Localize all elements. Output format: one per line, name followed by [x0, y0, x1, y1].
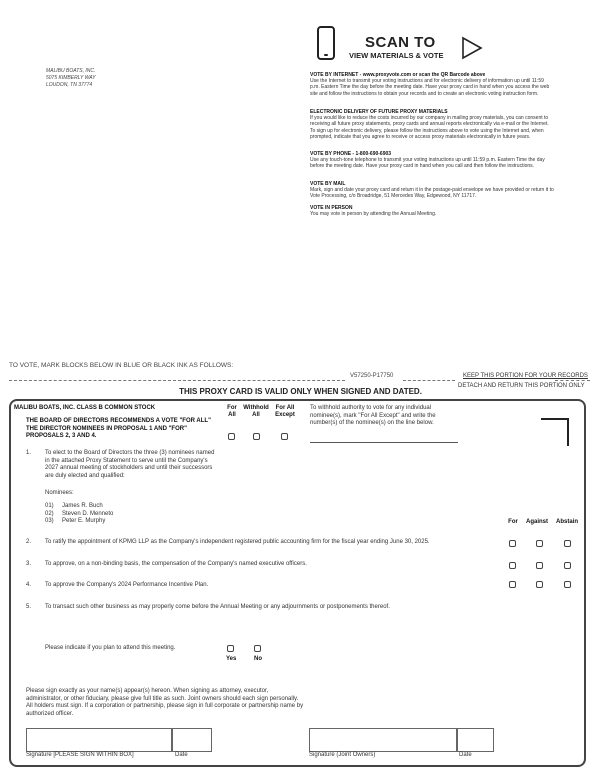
joint-signature-box[interactable]	[309, 728, 457, 752]
attend-yes-checkbox[interactable]	[227, 645, 234, 652]
proposal-number: 4.	[26, 582, 32, 588]
proposal-2-text: To ratify the appointment of KPMG LLP as the Company's independent registered public accounting firm for the fiscal year ending June 30, 2025.	[45, 539, 430, 545]
signature-label: Signature [PLEASE SIGN WITHIN BOX]	[26, 752, 134, 758]
nominee-list	[45, 503, 113, 526]
detach-line	[403, 380, 455, 381]
detach-line	[9, 380, 345, 381]
proposal-3-abstain-checkbox[interactable]	[564, 562, 571, 569]
proposal-2-for-checkbox[interactable]	[509, 540, 516, 547]
joint-date-label: Date	[459, 752, 472, 758]
signature-box[interactable]	[26, 728, 172, 752]
detach-portion-text: DETACH AND RETURN THIS PORTION ONLY	[458, 383, 585, 389]
nominee-item: 03) Peter E. Murphy	[45, 518, 106, 524]
nominee-item: 02) Steven D. Menneto	[45, 510, 114, 517]
attend-no-checkbox[interactable]	[254, 645, 261, 652]
proposal-number: 2.	[26, 539, 32, 545]
joint-signature-label: Signature (Joint Owners)	[309, 752, 376, 758]
phone-icon	[317, 26, 335, 60]
for-all-except-checkbox[interactable]	[281, 433, 288, 440]
valid-notice: THIS PROXY CARD IS VALID ONLY WHEN SIGNED AND DATED.	[179, 387, 422, 396]
detach-line	[555, 380, 590, 381]
play-arrow-icon	[461, 36, 483, 60]
vote-body: Use the Internet to transmit your voting instructions and for electronic delivery of information up until 11:59 p.m. Eastern Time the day before the meeting date. Have your proxy card in hand when you access the web site and follow the instructions to obtain your records and to create an electronic voting instruction form.	[310, 78, 550, 97]
proposal-3-text: To approve, on a non-binding basis, the compensation of the Company's named executive officers.	[45, 561, 307, 567]
proposal-3-for-checkbox[interactable]	[509, 562, 516, 569]
vote-internet-section	[310, 72, 555, 97]
col-abstain: Abstain	[555, 519, 578, 525]
corner-mark	[541, 418, 569, 446]
vote-body: Use any touch-tone telephone to transmit your voting instructions up until 11:59 p.m. Eastern Time the day before the meeting date. Have your proxy card in hand when you call and then follow the instructions.	[310, 157, 545, 170]
signing-instructions: Please sign exactly as your name(s) appear(s) hereon. When signing as attorney, executor, administrator, or other fiduciary, please give full title as such. Joint owners should each sign personally. All holders must sign. If a corporation or partnership, please sign in full corporate or partnership name by authorized officer.	[26, 688, 304, 717]
date-label: Date	[175, 752, 188, 758]
vote-heading: VOTE BY MAIL	[310, 181, 346, 187]
proposal-4-against-checkbox[interactable]	[536, 581, 543, 588]
yes-label: Yes	[226, 656, 237, 662]
joint-date-box[interactable]	[457, 728, 494, 752]
proposal-number: 5.	[26, 604, 32, 610]
vote-body: Mark, sign and date your proxy card and return it in the postage-paid envelope we have provided or return it to Vote Processing, c/o Broadridge, 51 Mercedes Way, Edgewood, NY 11717.	[310, 187, 554, 200]
col-against: Against	[525, 519, 548, 525]
proposal-number: 1.	[26, 450, 32, 456]
col-withhold-all: Withhold All	[243, 405, 269, 418]
nominee-item: 01) James R. Buch	[45, 503, 103, 509]
vote-heading: ELECTRONIC DELIVERY OF FUTURE PROXY MATERIALS	[310, 109, 448, 115]
vote-heading: VOTE BY PHONE - 1-800-690-6903	[310, 151, 392, 157]
vote-phone-section	[310, 151, 555, 170]
company-address	[46, 68, 96, 89]
col-for-all: For All	[227, 405, 237, 418]
mark-instructions: TO VOTE, MARK BLOCKS BELOW IN BLUE OR BLACK INK AS FOLLOWS:	[9, 362, 234, 369]
proposal-number: 3.	[26, 561, 32, 567]
nominees-label: Nominees:	[45, 490, 74, 496]
address-line: MALIBU BOATS, INC.	[46, 68, 96, 74]
proposal-1-text: To elect to the Board of Directors the three (3) nominees named in the attached Proxy Statement to serve until the Company's 2027 annual meeting of stockholders and until their successors are duly elected and qualified:	[45, 450, 215, 479]
vote-heading: VOTE IN PERSON	[310, 205, 353, 211]
scan-title: SCAN TO	[365, 34, 436, 51]
vote-body: If you would like to reduce the costs incurred by our company in mailing proxy materials, you can consent to receiving all future proxy statements, proxy cards and annual reports electronically via e-mail or the Internet. To sign up for electronic delivery, please follow the instructions above to vote using the Internet and, when prompted, indicate that you agree to receive or access proxy materials electronically in future years.	[310, 115, 549, 140]
board-recommendation: THE BOARD OF DIRECTORS RECOMMENDS A VOTE "FOR ALL" THE DIRECTOR NOMINEES IN PROPOSAL 1 AND "FOR" PROPOSALS 2, 3 AND 4.	[26, 418, 211, 439]
vote-in-person-section	[310, 205, 555, 217]
keep-portion-text: KEEP THIS PORTION FOR YOUR RECORDS	[463, 373, 588, 379]
nominee-number-line[interactable]	[310, 442, 458, 443]
address-line: 5075 KIMBERLY WAY	[46, 75, 96, 81]
electronic-delivery-section	[310, 109, 555, 140]
withhold-instructions: To withhold authority to vote for any individual nominee(s), mark "For All Except" and write the number(s) of the nominee(s) on the line below.	[310, 405, 436, 426]
proposal-5-text: To transact such other business as may properly come before the Annual Meeting or any adjournments or postponements thereof.	[45, 604, 390, 610]
col-for: For	[508, 519, 518, 525]
date-box[interactable]	[172, 728, 212, 752]
for-all-checkbox[interactable]	[228, 433, 235, 440]
withhold-all-checkbox[interactable]	[253, 433, 260, 440]
stock-title: MALIBU BOATS, INC. CLASS B COMMON STOCK	[14, 405, 156, 411]
vote-mail-section	[310, 181, 555, 200]
proposal-4-for-checkbox[interactable]	[509, 581, 516, 588]
attend-question: Please indicate if you plan to attend this meeting.	[45, 645, 176, 651]
proposal-3-against-checkbox[interactable]	[536, 562, 543, 569]
proposal-4-text: To approve the Company's 2024 Performance Incentive Plan.	[45, 582, 209, 588]
proposal-4-abstain-checkbox[interactable]	[564, 581, 571, 588]
vote-heading: VOTE BY INTERNET - www.proxyvote.com or scan the QR Barcode above	[310, 72, 486, 78]
vote-body: You may vote in person by attending the Annual Meeting.	[310, 211, 437, 218]
col-for-all-except: For All Except	[275, 405, 295, 418]
control-code: V57250-P17750	[350, 373, 394, 379]
proposal-2-abstain-checkbox[interactable]	[564, 540, 571, 547]
proposal-2-against-checkbox[interactable]	[536, 540, 543, 547]
no-label: No	[254, 656, 262, 662]
scan-subtitle: VIEW MATERIALS & VOTE	[349, 51, 444, 60]
address-line: LOUDON, TN 37774	[46, 82, 93, 88]
